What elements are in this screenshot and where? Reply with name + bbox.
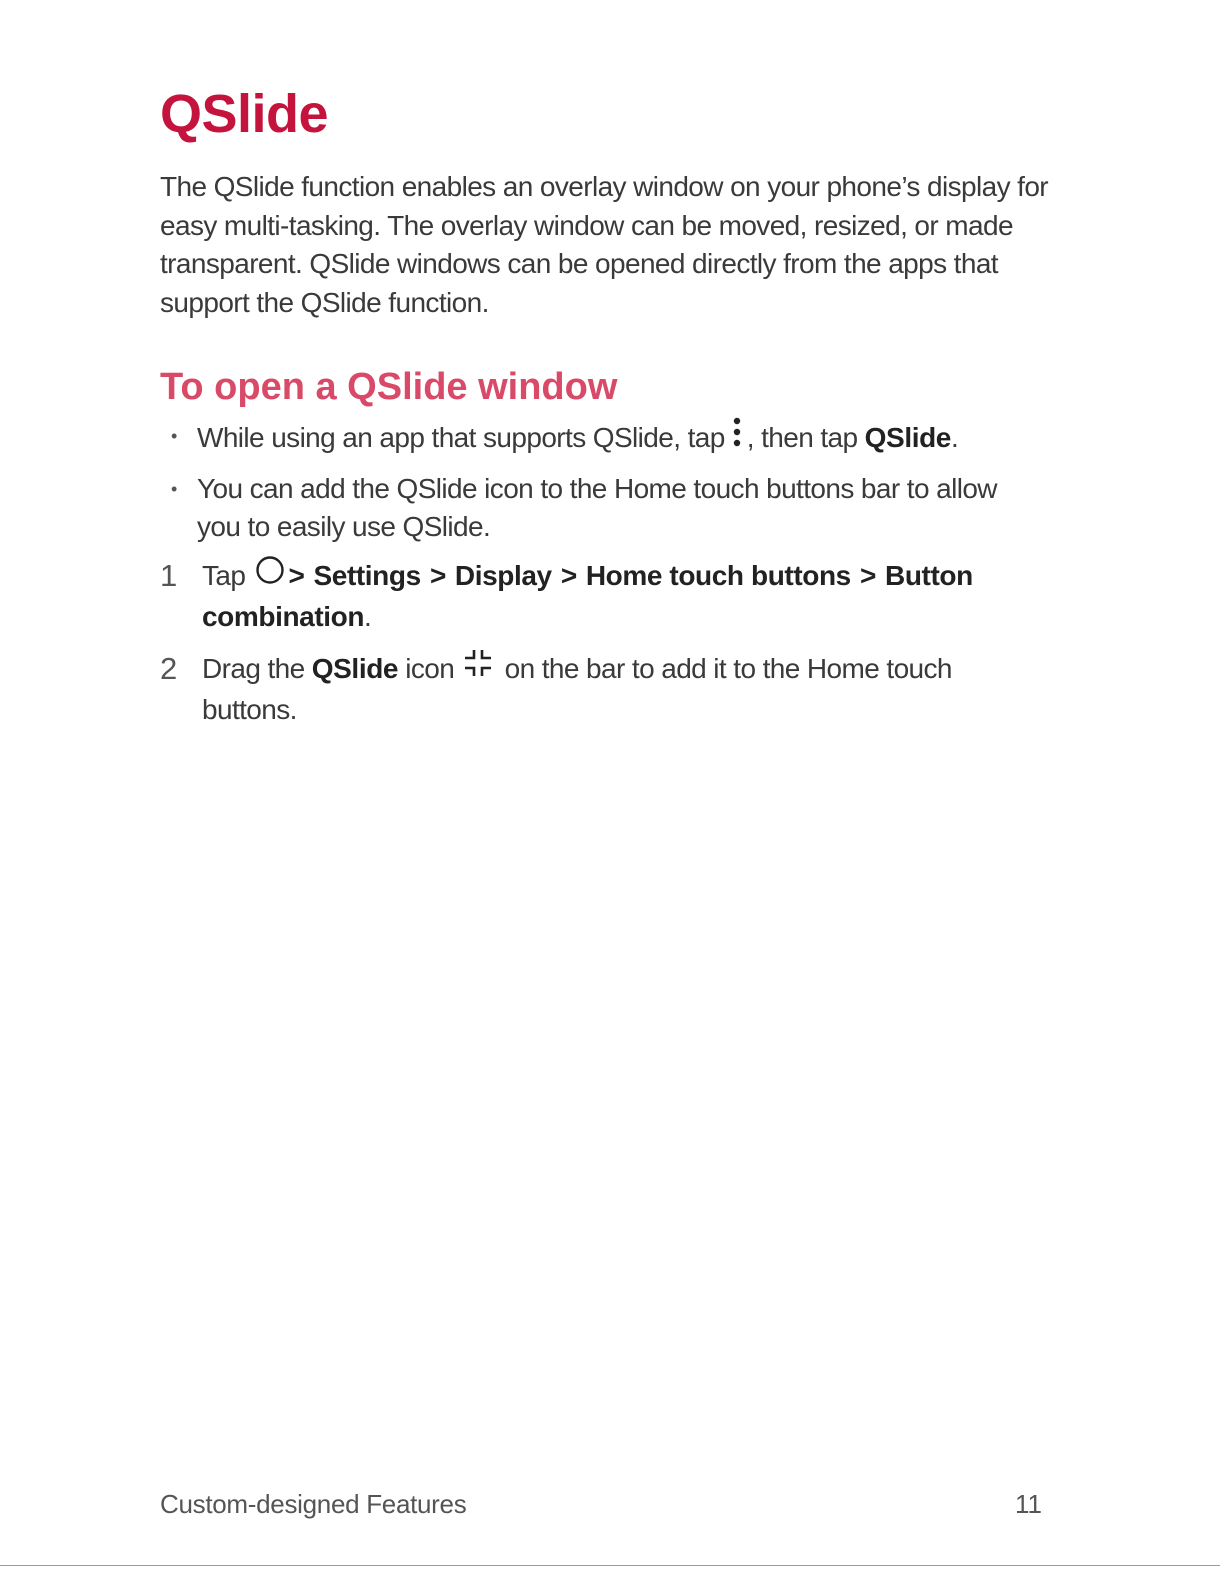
path-home-touch-buttons: Home touch buttons bbox=[585, 560, 851, 591]
bullet-item bbox=[160, 417, 1040, 462]
step-text: icon bbox=[405, 652, 455, 684]
bullet-text: You can add the QSlide icon to the Home touch buttons bar to allow you to easily use QSlide. bbox=[197, 472, 997, 543]
intro-paragraph: The QSlide function enables an overlay window on your phone’s display for easy multi-tasking. The overlay window can be moved, resized, or made transparent. QSlide windows can be opened directly from the apps that support the QSlide function. bbox=[160, 171, 1049, 319]
page-number: 11 bbox=[1015, 1489, 1042, 1519]
step-text: Drag the bbox=[202, 652, 305, 684]
qslide-label: QSlide bbox=[311, 652, 399, 684]
bullet-text: While using an app that supports QSlide, tap bbox=[197, 421, 725, 453]
footer-section-title: Custom-designed Features bbox=[160, 1489, 467, 1519]
step-text: Tap bbox=[202, 560, 246, 591]
more-vertical-icon bbox=[733, 415, 741, 460]
path-button-combination: Button combination bbox=[202, 560, 973, 632]
page-title: QSlide bbox=[160, 84, 329, 144]
bullet-text: , then tap bbox=[746, 421, 858, 453]
path-separator: > bbox=[429, 560, 446, 591]
path-separator: > bbox=[860, 560, 876, 591]
step-number: 2 bbox=[160, 650, 177, 686]
step-item bbox=[160, 650, 1040, 730]
bullet-item bbox=[160, 470, 1040, 547]
qslide-icon bbox=[463, 648, 493, 689]
section-heading: To open a QSlide window bbox=[160, 366, 618, 408]
bottom-rule bbox=[0, 1565, 1220, 1566]
path-display: Display bbox=[454, 560, 552, 591]
path-settings: Settings bbox=[313, 560, 421, 591]
step-text: on the bar to add it to the Home touch buttons. bbox=[202, 652, 952, 725]
step-number: 1 bbox=[160, 558, 177, 593]
home-circle-icon bbox=[255, 555, 285, 596]
bullet-dot: • bbox=[171, 478, 177, 499]
path-separator: > bbox=[288, 560, 305, 591]
punctuation: . bbox=[950, 421, 959, 453]
bullet-list bbox=[160, 417, 1040, 555]
path-separator: > bbox=[560, 560, 577, 591]
qslide-menu-label: QSlide bbox=[864, 421, 951, 453]
punctuation: . bbox=[364, 600, 372, 632]
bullet-dot: • bbox=[171, 426, 177, 446]
step-item bbox=[160, 557, 1040, 637]
step-list bbox=[160, 557, 1040, 742]
